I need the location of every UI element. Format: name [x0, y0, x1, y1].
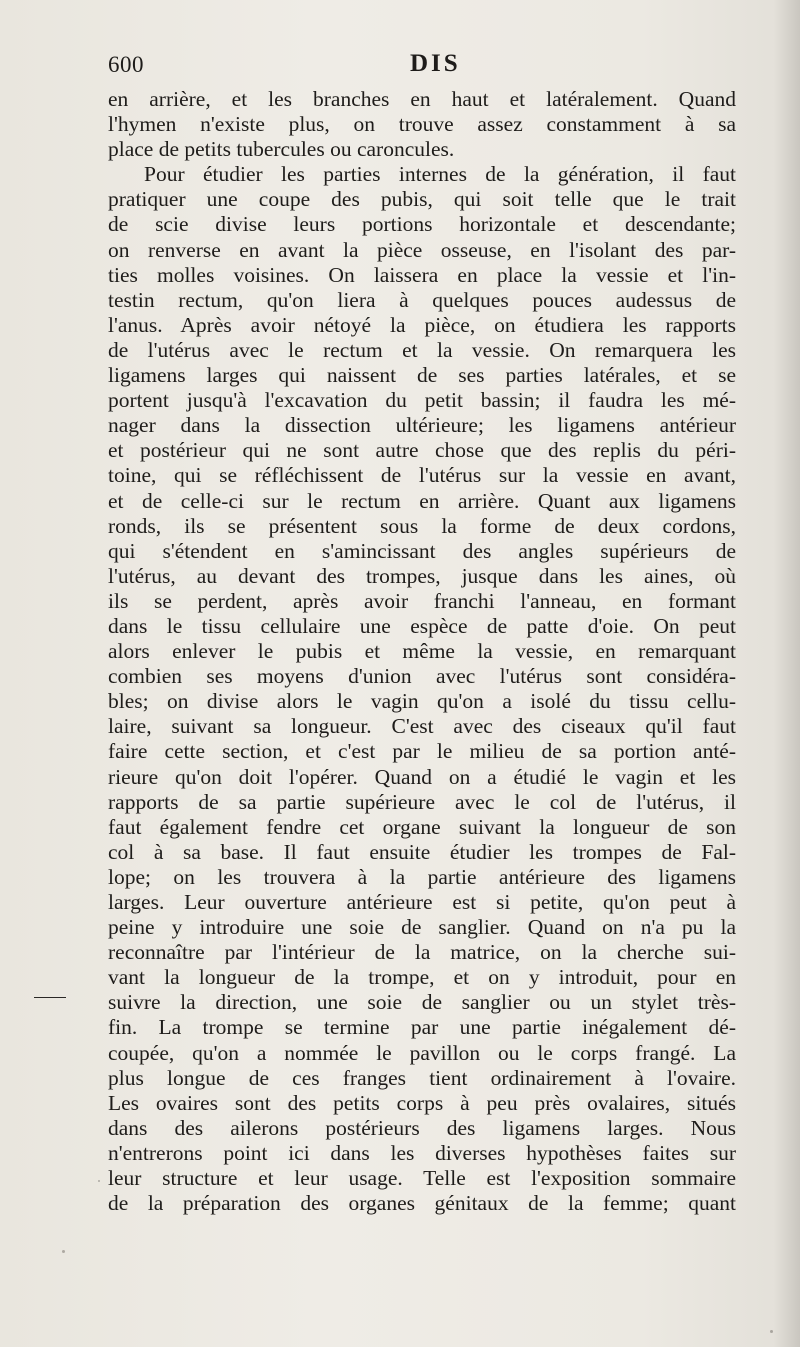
text-line: place de petits tubercules ou caroncules.	[108, 137, 455, 162]
text-line: faut également fendre cet organe suivant la longueur de son	[108, 814, 736, 839]
text-line: fin. La trompe se termine par une partie inégalement dé-	[108, 1015, 736, 1040]
text-line: nager dans la dissection ultérieure; les ligamens antérieur	[108, 413, 736, 438]
text-line: qui s'étendent en s'amincissant des angles supérieurs de	[108, 538, 736, 563]
text-line: de la préparation des organes génitaux de la femme; quant	[108, 1191, 736, 1216]
text-line: leur structure et leur usage. Telle est l'exposition sommaire	[108, 1166, 736, 1191]
text-line: lope; on les trouvera à la partie antérieure des ligamens	[108, 864, 736, 889]
text-line: de scie divise leurs portions horizontale et descendante;	[108, 212, 736, 237]
text-line: pratiquer une coupe des pubis, qui soit telle que le trait	[108, 187, 736, 212]
text-line: n'entrerons point ici dans les diverses hypothèses faites sur	[108, 1140, 736, 1165]
paper-speck	[770, 1330, 773, 1333]
text-line: ties molles voisines. On laissera en place la vessie et l'in-	[108, 262, 736, 287]
text-line: portent jusqu'à l'excavation du petit bassin; il faudra les mé-	[108, 388, 736, 413]
text-line: suivre la direction, une soie de sanglier ou un stylet très-	[108, 990, 736, 1015]
text-line: larges. Leur ouverture antérieure est si petite, qu'on peut à	[108, 890, 736, 914]
margin-pen-mark	[34, 997, 66, 998]
text-line: alors enlever le pubis et même la vessie, en remarquant	[108, 639, 736, 664]
text-line: reconnaître par l'intérieur de la matrice, on la cherche sui-	[108, 940, 736, 965]
text-line: ronds, ils se présentent sous la forme de deux cordons,	[108, 513, 736, 538]
paper-speck	[98, 1180, 100, 1182]
text-line: ils se perdent, après avoir franchi l'anneau, en formant	[108, 588, 736, 613]
text-line: vant la longueur de la trompe, et on y introduit, pour en	[108, 965, 736, 990]
text-line: laire, suivant sa longueur. C'est avec des ciseaux qu'il faut	[108, 714, 736, 739]
text-line: combien ses moyens d'union avec l'utérus sont considéra-	[108, 664, 736, 689]
text-line: en arrière, et les branches en haut et latéralement. Quand	[108, 87, 736, 111]
paper-speck	[62, 1250, 65, 1253]
text-line: col à sa base. Il faut ensuite étudier les trompes de Fal-	[108, 839, 736, 864]
text-line: de l'utérus avec le rectum et la vessie. On remarquera les	[108, 337, 736, 362]
text-line: l'anus. Après avoir nétoyé la pièce, on étudiera les rapports	[108, 312, 736, 337]
text-line: on renverse en avant la pièce osseuse, en l'isolant des par-	[108, 237, 736, 262]
text-line: l'hymen n'existe plus, on trouve assez constamment à sa	[108, 112, 736, 137]
text-line: coupée, qu'on a nommée le pavillon ou le corps frangé. La	[108, 1040, 736, 1065]
text-line: Les ovaires sont des petits corps à peu près ovalaires, situés	[108, 1090, 736, 1115]
text-line: et postérieur qui ne sont autre chose que des replis du péri-	[108, 438, 736, 463]
text-line: rieure qu'on doit l'opérer. Quand on a étudié le vagin et les	[108, 764, 736, 789]
text-line: l'utérus, au devant des trompes, jusque dans les aines, où	[108, 563, 736, 588]
body-text	[108, 87, 736, 1216]
text-line: toine, qui se réfléchissent de l'utérus sur la vessie en avant,	[108, 463, 736, 488]
text-line: testin rectum, qu'on liera à quelques pouces audessus de	[108, 287, 736, 312]
running-head: DIS	[410, 50, 461, 77]
text-line: dans le tissu cellulaire une espèce de patte d'oie. On peut	[108, 613, 736, 638]
text-line: bles; on divise alors le vagin qu'on a isolé du tissu cellu-	[108, 689, 736, 714]
text-line: rapports de sa partie supérieure avec le col de l'utérus, il	[108, 789, 736, 814]
text-line: peine y introduire une soie de sanglier. Quand on n'a pu la	[108, 915, 736, 940]
text-line: et de celle-ci sur le rectum en arrière. Quant aux ligamens	[108, 488, 736, 513]
text-line: Pour étudier les parties internes de la génération, il faut	[144, 162, 736, 187]
text-line: dans des ailerons postérieurs des ligamens larges. Nous	[108, 1115, 736, 1140]
text-line: ligamens larges qui naissent de ses parties latérales, et se	[108, 363, 736, 388]
page-number: 600	[108, 52, 144, 77]
text-line: faire cette section, et c'est par le milieu de sa portion anté-	[108, 739, 736, 764]
page-edge-shadow	[774, 0, 800, 1347]
text-line: plus longue de ces franges tient ordinairement à l'ovaire.	[108, 1065, 736, 1090]
